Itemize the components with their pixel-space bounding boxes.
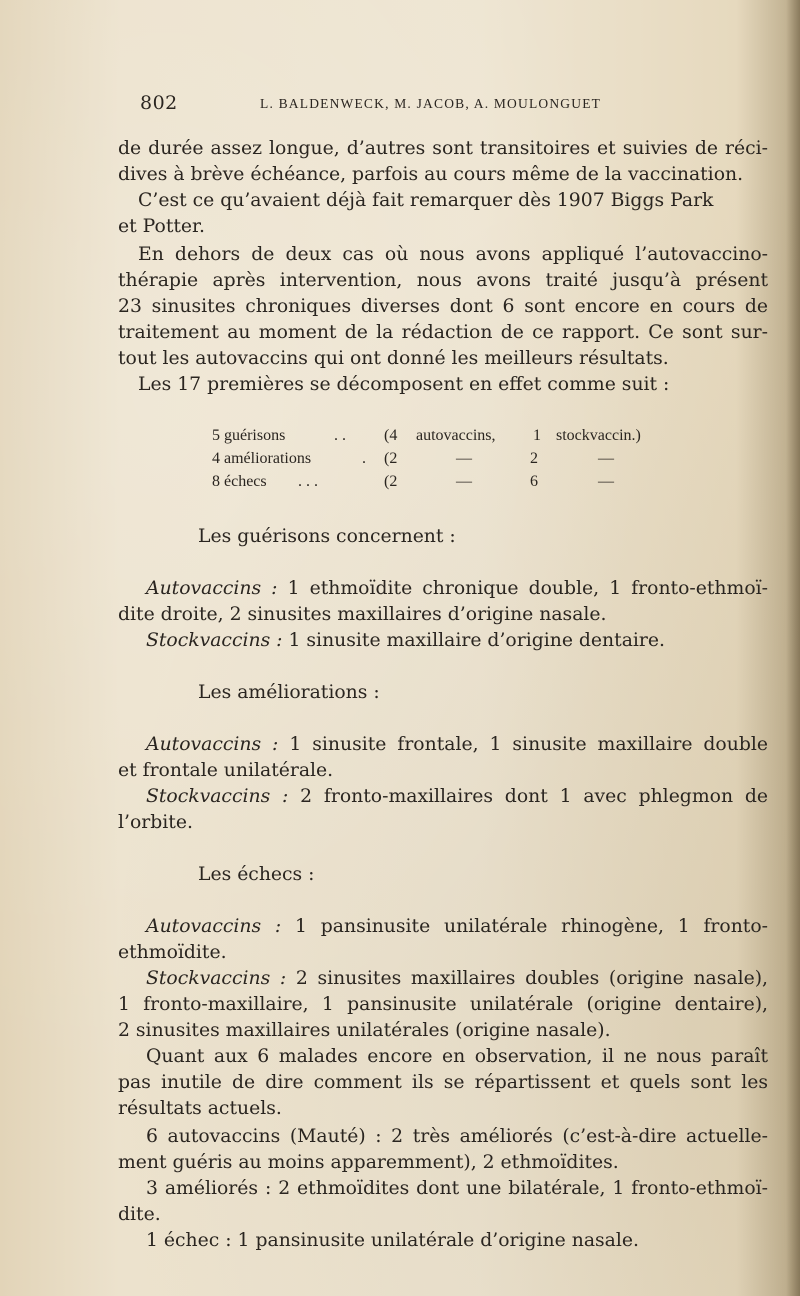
table-cell: — [456, 450, 472, 467]
text-run: 1 pansinusite unilatérale rhinogène, 1 fronto- [295, 916, 768, 937]
text-line: traitement au moment de la rédaction de ce rapport. Ce sont sur- [118, 322, 768, 343]
text-line: et Potter. [118, 216, 205, 237]
text-line: 1 fronto-maxillaire, 1 pansinusite unilatérale (origine dentaire), [118, 994, 768, 1015]
table-cell: (2 [384, 450, 398, 467]
label-stockvaccins: Stockvaccins : [146, 630, 283, 651]
text-line: l’orbite. [118, 812, 193, 833]
table-cell: . . [334, 427, 346, 444]
table-cell: 6 [530, 473, 538, 490]
table-cell: — [598, 473, 614, 490]
section-heading: Les améliorations : [198, 682, 380, 703]
table-cell: stockvaccin.) [556, 427, 641, 444]
text-run: 2 sinusites maxillaires doubles (origine nasale), [295, 968, 768, 989]
text-run: 1 sinusite maxillaire d’origine dentaire. [288, 630, 665, 651]
table-cell: 5 guérisons [212, 427, 286, 444]
page-number: 802 [140, 92, 178, 114]
section-heading: Les guérisons concernent : [198, 526, 456, 547]
section-heading: Les échecs : [198, 864, 315, 885]
table-cell: (2 [384, 473, 398, 490]
text-run: 2 fronto-maxillaires dont 1 avec phlegmon de [300, 786, 768, 807]
label-stockvaccins: Stockvaccins : [146, 786, 289, 807]
text-line: dite droite, 2 sinusites maxillaires d’origine nasale. [118, 604, 607, 625]
text-line: 1 échec : 1 pansinusite unilatérale d’origine nasale. [146, 1230, 639, 1251]
table-cell: 8 échecs [212, 473, 267, 490]
table-cell: (4 [384, 427, 398, 444]
text-line: ment guéris au moins apparemment), 2 ethmoïdites. [118, 1152, 619, 1173]
text-line: et frontale unilatérale. [118, 760, 334, 781]
text-run: 1 ethmoïdite chronique double, 1 fronto-ethmoï- [287, 578, 768, 599]
text-line: Les 17 premières se décomposent en effet comme suit : [138, 374, 670, 395]
text-line: C’est ce qu’avaient déjà fait remarquer dès 1907 Biggs Park [138, 190, 714, 211]
text-line: pas inutile de dire comment ils se répartissent et quels sont les [118, 1072, 768, 1093]
text-line: résultats actuels. [118, 1098, 282, 1119]
table-cell: — [598, 450, 614, 467]
text-line: 6 autovaccins (Mauté) : 2 très améliorés (c’est-à-dire actuelle- [146, 1126, 768, 1147]
text-line: dite. [118, 1204, 161, 1225]
table-cell: 1 [533, 427, 541, 444]
running-head: L. BALDENWECK, M. JACOB, A. MOULONGUET [260, 96, 602, 111]
text-run: 1 sinusite frontale, 1 sinusite maxillaire double [289, 734, 768, 755]
text-line: ethmoïdite. [118, 942, 227, 963]
text-line [146, 914, 768, 941]
text-line [146, 732, 768, 759]
label-autovaccins: Autovaccins : [146, 734, 279, 755]
text-line: 2 sinusites maxillaires unilatérales (origine nasale). [118, 1020, 611, 1041]
table-cell: 2 [530, 450, 538, 467]
table-cell: 4 améliorations [212, 450, 312, 467]
text-line [146, 628, 796, 655]
text-line: 3 améliorés : 2 ethmoïdites dont une bilatérale, 1 fronto-ethmoï- [146, 1178, 768, 1199]
page-header [140, 92, 765, 118]
text-line: de durée assez longue, d’autres sont transitoires et suivies de réci- [118, 138, 768, 159]
text-line [146, 784, 768, 811]
text-line: En dehors de deux cas où nous avons appliqué l’autovaccino- [138, 244, 768, 265]
text-line: tout les autovaccins qui ont donné les meilleurs résultats. [118, 348, 669, 369]
text-line: thérapie après intervention, nous avons traité jusqu’à présent [118, 270, 768, 291]
table-cell: — [456, 473, 472, 490]
text-line: Quant aux 6 malades encore en observation, il ne nous paraît [146, 1046, 768, 1067]
text-line: dives à brève échéance, parfois au cours même de la vaccination. [118, 164, 744, 185]
text-line [146, 576, 768, 603]
label-autovaccins: Autovaccins : [146, 578, 278, 599]
table-cell: autovaccins, [416, 427, 496, 444]
table-cell: . . . [298, 473, 318, 490]
text-line [146, 966, 768, 993]
label-autovaccins: Autovaccins : [146, 916, 282, 937]
label-stockvaccins: Stockvaccins : [146, 968, 287, 989]
table-cell: . [362, 450, 366, 467]
text-line: 23 sinusites chroniques diverses dont 6 sont encore en cours de [118, 296, 768, 317]
